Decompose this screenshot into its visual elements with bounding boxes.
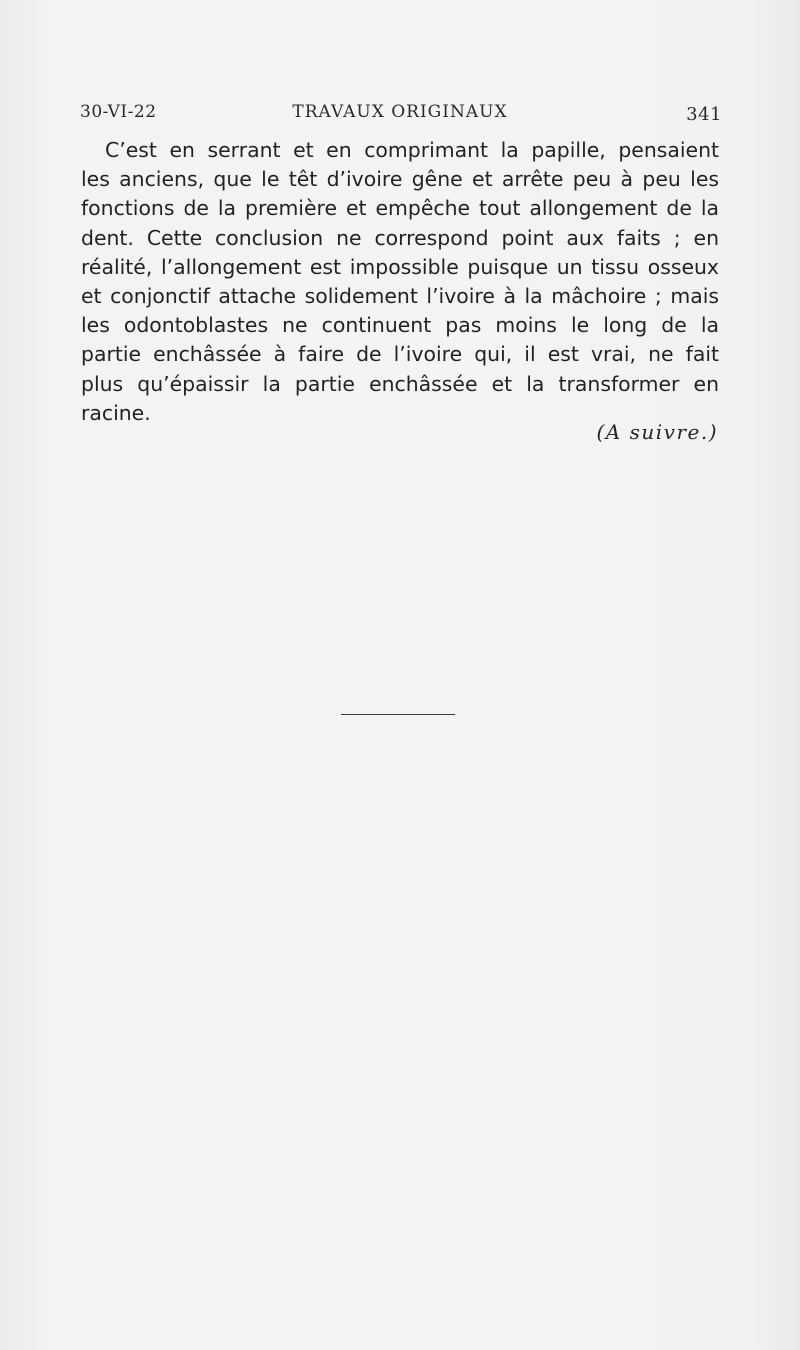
paragraph-line: les odontoblastes ne continuent pas moins le long de la [81,313,719,338]
paragraph-line: fonctions de la première et empêche tout allongement de la [81,196,719,221]
paragraph-line: racine. [81,400,151,425]
paragraph-line: plus qu’épaissir la partie enchâssée et la transformer en [81,371,719,396]
running-header [80,102,720,128]
paragraph-line: dent. Cette conclusion ne correspond point aux faits ; en [81,225,719,250]
paragraph-line: les anciens, que le têt d’ivoire gêne et arrête peu à peu les [81,167,719,192]
header-date: 30-VI-22 [80,102,157,122]
section-divider [341,714,455,715]
to-be-continued-note: (A suivre.) [596,420,718,444]
body-paragraph [81,136,719,428]
paragraph-line: partie enchâssée à faire de l’ivoire qui, il est vrai, ne fait [81,342,719,367]
paragraph-line: réalité, l’allongement est impossible puisque un tissu osseux [81,254,719,279]
paragraph-line: C’est en serrant et en comprimant la papille, pensaient [105,138,719,162]
page-number: 341 [686,104,722,125]
paragraph-line: et conjonctif attache solidement l’ivoire à la mâchoire ; mais [81,284,719,309]
header-section-title: TRAVAUX ORIGINAUX [292,102,508,122]
